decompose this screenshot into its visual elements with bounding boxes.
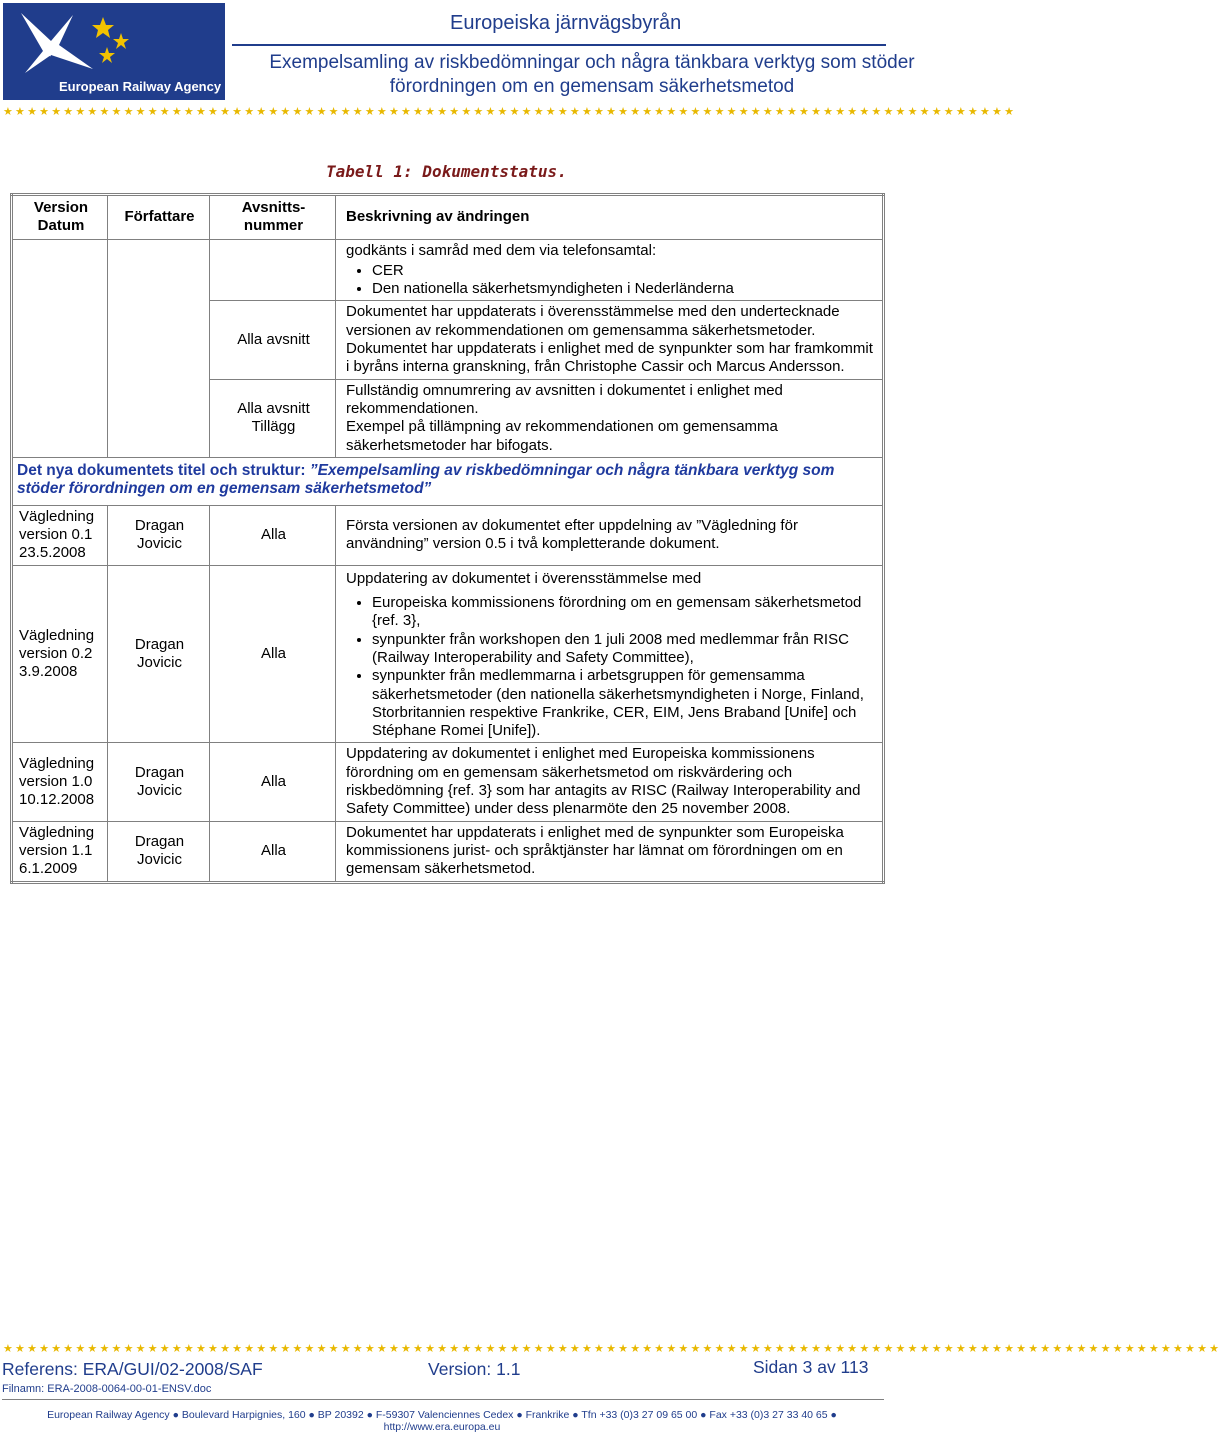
table-row [12, 565, 884, 743]
section-cell: Alla avsnitt [210, 301, 336, 379]
description-cell: Dokumentet har uppdaterats i överensstämmelse med den undertecknade versionen av rekommendationen om gemensamma säkerhetsmetoder. Dokumentet har uppdaterats i enlighet med de synpunkter som har framkommit i byråns interna granskning, från Christophe Cassir och Marcus Andersson. [336, 301, 884, 379]
version-cell: Vägledning version 0.1 23.5.2008 [12, 505, 108, 565]
author-cell: Dragan Jovicic [108, 821, 210, 882]
section-cell: Alla avsnitt Tillägg [210, 379, 336, 457]
list-item: • CER [372, 262, 878, 280]
author-cell: Dragan Jovicic [108, 565, 210, 743]
table-row [12, 505, 884, 565]
table-header-row [12, 195, 884, 240]
table-row [12, 239, 884, 301]
version-cell: Vägledning version 0.2 3.9.2008 [12, 565, 108, 743]
section-cell-empty [210, 239, 336, 301]
footer-website-link[interactable]: http://www.era.europa.eu [383, 1421, 501, 1433]
description-cell: Uppdatering av dokumentet i enlighet med Europeiska kommissionens förordning om en gemensam säkerhetsmetod om riskvärdering och riskbedömning {ref. 3} som har antagits av RISC (Railway Interoperability and Safety Committee) under dess plenarmöte den 25 november 2008. [336, 743, 884, 821]
description-cell [336, 239, 884, 301]
author-cell: Dragan Jovicic [108, 505, 210, 565]
table-row [12, 821, 884, 882]
description-intro: godkänts i samråd med dem via telefonsamtal: [346, 241, 657, 259]
description-cell: Fullständig omnumrering av avsnitten i dokumentet i enlighet med rekommendationen. Exempel på tillämpning av rekommendationen om gemensamma säkerhetsmetoder har bifogats. [336, 379, 884, 457]
list-item: • Den nationella säkerhetsmyndigheten i Nederländerna [372, 280, 878, 298]
section-cell: Alla [210, 565, 336, 743]
description-cell: Dokumentet har uppdaterats i enlighet med de synpunkter som Europeiska kommissionens jurist- och språktjänster har lämnat om förordningen om en gemensam säkerhetsmetod. [336, 821, 884, 882]
table-row [12, 743, 884, 821]
agency-name: Europeiska järnvägsbyrån [450, 12, 682, 34]
era-logo [3, 3, 225, 100]
header-section: Avsnitts- nummer [210, 195, 336, 240]
footer-version: Version: 1.1 [428, 1359, 521, 1379]
version-cell: Vägledning version 1.0 10.12.2008 [12, 743, 108, 821]
section-cell: Alla [210, 821, 336, 882]
description-bullets [346, 594, 878, 740]
section-cell: Alla [210, 743, 336, 821]
star-border-icon: ★★★★★★★★★★★★★★★★★★★★★★★★★★★★★★★★★★★★★★★★★★★★★★★★★★★★★★★★★★★★★★★★★★★★★★★★★★★★★★★★★★★★★★★★★★★★★★★★★★★★★ [3, 1343, 1221, 1355]
header-description: Beskrivning av ändringen [336, 195, 884, 240]
document-title-line1: Exempelsamling av riskbedömningar och några tänkbara verktyg som stöder [269, 52, 915, 73]
footer-rule [2, 1399, 884, 1400]
version-cell: Vägledning version 1.1 6.1.2009 [12, 821, 108, 882]
header-version: Version Datum [12, 195, 108, 240]
footer-reference: Referens: ERA/GUI/02-2008/SAF [2, 1359, 263, 1379]
document-title-line2: förordningen om en gemensam säkerhetsmetod [389, 76, 795, 97]
description-cell: Första versionen av dokumentet efter uppdelning av ”Vägledning för användning” version 0.5 i två kompletterande dokument. [336, 505, 884, 565]
document-status-table [10, 193, 885, 884]
list-item: • synpunkter från workshopen den 1 juli 2008 med medlemmar från RISC (Railway Interoperability and Safety Committee), [372, 631, 878, 668]
footer-filename: Filnamn: ERA-2008-0064-00-01-ENSV.doc [2, 1383, 212, 1395]
footer-page-number: Sidan 3 av 113 [753, 1357, 869, 1377]
footer-address: European Railway Agency ● Boulevard Harpignies, 160 ● BP 20392 ● F-59307 Valenciennes Cedex ● Frankrike ● Tfn +33 (0)3 27 09 65 00 ● Fax +33 (0)3 27 33 40 65 ● [47, 1409, 837, 1421]
structure-note: Det nya dokumentets titel och struktur: ”Exempelsamling av riskbedömningar och några tänkbara verktyg som stöder förordningen om en gemensam säkerhetsmetod” [12, 457, 884, 505]
list-item: • synpunkter från medlemmarna i arbetsgruppen för gemensamma säkerhetsmetoder (den nationella säkerhetsmyndigheten i Norge, Finland, Storbritannien respektive Frankrike, CER, EIM, Jens Braband [Unife] och Stéphane Romei [Unife]). [372, 667, 878, 740]
logo-text: European Railway Agency [59, 79, 222, 94]
description-bullets [346, 262, 878, 299]
table-caption: Tabell 1: Dokumentstatus. [326, 162, 567, 181]
description-cell: Uppdatering av dokumentet i överensstämmelse med • Europeiska kommissionens förordning om en gemensam säkerhetsmetod {ref. 3}, • synpunkter från workshopen den 1 juli 2008 med medlemmar från RISC (Railway Interoperability and Safety Committee), • synpunkter från medlemmarna i arbetsgruppen för gemensamma säkerhetsmetoder (den nationella säkerhetsmyndigheten i Norge, Finland, Storbritannien respektive Frankrike, CER, EIM, Jens Braband [Unife] och Stéphane Romei [Unife]). [336, 565, 884, 743]
version-cell-empty [12, 239, 108, 457]
author-cell-empty [108, 239, 210, 457]
list-item: • Europeiska kommissionens förordning om en gemensam säkerhetsmetod {ref. 3}, [372, 594, 878, 631]
new-document-title: ”Exempelsamling av riskbedömningar och några tänkbara verktyg som stöder förordningen om en gemensam säkerhetsmetod” [17, 461, 835, 498]
star-border-icon: ★★★★★★★★★★★★★★★★★★★★★★★★★★★★★★★★★★★★★★★★★★★★★★★★★★★★★★★★★★★★★★★★★★★★★★★★★★★★★★★★★★★★ [3, 106, 1017, 118]
author-cell: Dragan Jovicic [108, 743, 210, 821]
footer-address-block [0, 1409, 884, 1433]
structure-note-row [12, 457, 884, 505]
document-title [232, 51, 952, 99]
header-author: Författare [108, 195, 210, 240]
section-cell: Alla [210, 505, 336, 565]
header-rule [232, 44, 886, 46]
